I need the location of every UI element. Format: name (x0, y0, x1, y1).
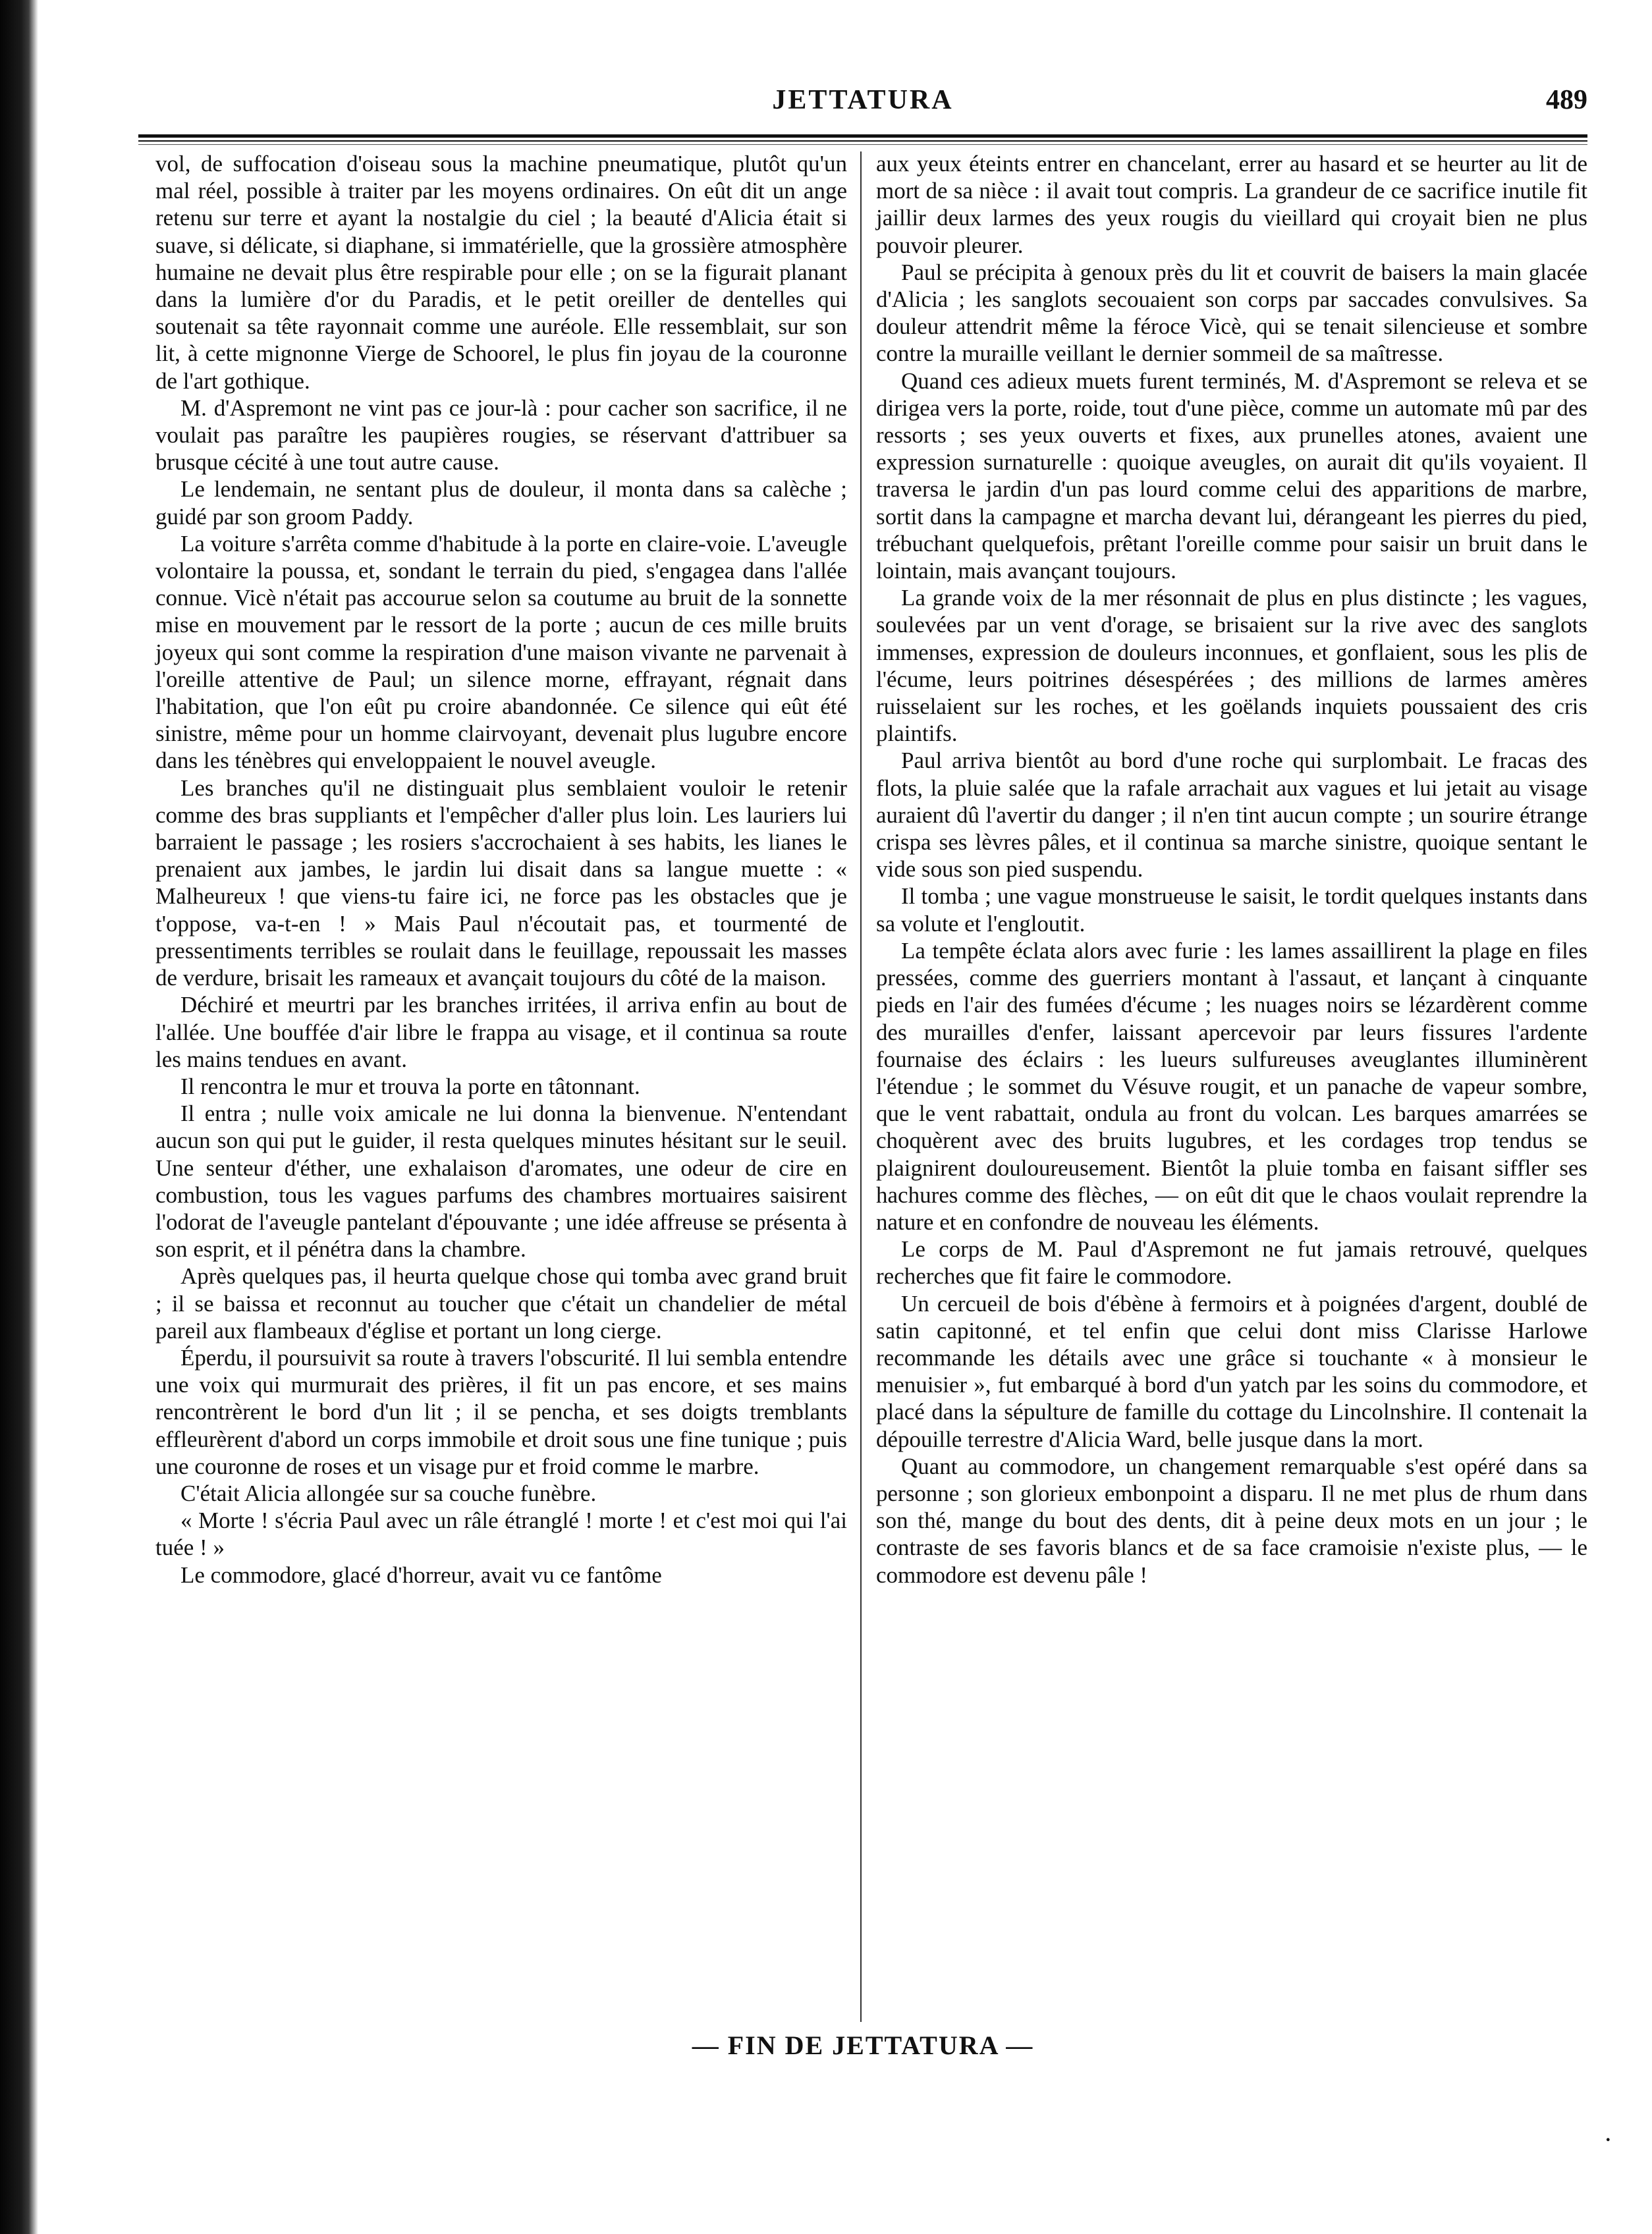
binding-edge (0, 0, 38, 2234)
paragraph: Les branches qu'il ne distinguait plus semblaient vouloir le retenir comme des bras suppliants et l'empêcher d'aller plus loin. Les lauriers lui barraient le passage ; les rosiers s'accrochaient à ses habits, les lianes le prenaient aux jambes, le jardin lui disait dans sa langue muette : « Malheureux ! que viens-tu faire ici, ne force pas les obstacles que je t'oppose, va-t-en ! » Mais Paul n'écoutait pas, et tourmenté de pressentiments terribles se roulait dans le feuillage, repoussait les masses de verdure, brisait les rameaux et avançait toujours du côté de la maison. (155, 775, 847, 991)
running-head (138, 84, 1587, 130)
paragraph: La grande voix de la mer résonnait de plus en plus distincte ; les vagues, soulevées par un vent d'orage, se brisaient sur la rive avec des sanglots immenses, expression de douleurs inconnues, et gonflaient, sous les plis de l'écume, leurs poitrines désespérées ; des millions de larmes amères ruisselaient sur les roches, et les goëlands inquiets poussaient des cris plaintifs. (876, 585, 1587, 747)
paragraph: Le commodore, glacé d'horreur, avait vu ce fantôme (180, 1562, 662, 1588)
paragraph: Déchiré et meurtri par les branches irritées, il arriva enfin au bout de l'allée. Une bouffée d'air libre le frappa au visage, et il continua sa route les mains tendues en avant. (155, 992, 847, 1072)
paragraph: Un cercueil de bois d'ébène à fermoirs et à poignées d'argent, doublé de satin capitonné, et tel enfin que celui dont miss Clarisse Harlowe recommande les détails avec une grâce si touchante « à monsieur le menuisier », fut embarqué à bord d'un yatch par les soins du commodore, et placé dans la sépulture de famille du cottage du Lincolnshire. Il contenait la dépouille terrestre d'Alicia Ward, belle jusque dans la mort. (876, 1290, 1587, 1452)
running-title: JETTATURA (772, 85, 954, 115)
paragraph: La voiture s'arrêta comme d'habitude à la porte en claire-voie. L'aveugle volontaire la poussa, et, sondant le terrain du pied, s'engagea dans l'allée connue. Vicè n'était pas accourue selon sa coutume au bruit de la sonnette mise en mouvement par le ressort de la porte ; aucun de ces mille bruits joyeux qui sont comme la respiration d'une maison vivante ne parvenait à l'oreille attentive de Paul; un silence morne, effrayant, régnait dans l'habitation, que l'on eût pu croire abandonnée. Ce silence qui eût été sinistre, même pour un homme clairvoyant, devenait plus lugubre encore dans les ténèbres qui enveloppaient le nouvel aveugle. (155, 530, 847, 774)
end-mark: — FIN DE JETTATURA — (692, 2030, 1034, 2060)
paragraph: Après quelques pas, il heurta quelque chose qui tomba avec grand bruit ; il se baissa et reconnut au toucher que c'était un chandelier de métal pareil aux flambeaux d'église et portant un long cierge. (155, 1263, 847, 1344)
header-rule-thick (138, 134, 1587, 138)
page-number: 489 (1546, 85, 1587, 115)
paragraph: Éperdu, il poursuivit sa route à travers l'obscurité. Il lui sembla entendre une voix qui murmurait des prières, il fit un pas encore, et ses mains rencontrèrent le bord d'un lit ; il se pencha, et ses doigts tremblants effleurèrent d'abord un corps immobile et droit sous une fine tunique ; puis une couronne de roses et un visage pur et froid comme le marbre. (155, 1344, 847, 1479)
paragraph: Quant au commodore, un changement remarquable s'est opéré dans sa personne ; son glorieux embonpoint a disparu. Il ne met plus de rhum dans son thé, mange du bout des dents, dit à peine deux mots en un jour ; le contraste de ses favoris blancs et de sa face cramoisie n'existe plus, — le commodore est devenu pâle ! (876, 1453, 1587, 1588)
paragraph: Le lendemain, ne sentant plus de douleur, il monta dans sa calèche ; guidé par son groom Paddy. (155, 476, 847, 530)
left-column (155, 150, 847, 1589)
header-rule-thin (138, 140, 1587, 142)
paragraph: Il entra ; nulle voix amicale ne lui donna la bienvenue. N'entendant aucun son qui put le guider, il resta quelques minutes hésitant sur le seuil. Une senteur d'éther, une exhalaison d'aromates, une odeur de cire en combustion, tous les vagues parfums des chambres mortuaires saisirent l'odorat de l'aveugle pantelant d'épouvante ; une idée affreuse se présenta à son esprit, et il pénétra dans la chambre. (155, 1101, 847, 1263)
paragraph: aux yeux éteints entrer en chancelant, errer au hasard et se heurter au lit de mort de sa nièce : il avait tout compris. La grandeur de ce sacrifice inutile fit jaillir deux larmes des yeux rougis du vieillard qui croyait bien ne plus pouvoir pleurer. (876, 151, 1587, 258)
paragraph: « Morte ! s'écria Paul avec un râle étranglé ! morte ! et c'est moi qui l'ai tuée ! » (155, 1508, 847, 1561)
paragraph: Paul se précipita à genoux près du lit et couvrit de baisers la main glacée d'Alicia ; les sanglots secouaient son corps par saccades convulsives. Sa douleur attendrit même la féroce Vicè, qui se tenait silencieuse et sombre contre la muraille veillant le dernier sommeil de sa maîtresse. (876, 259, 1587, 367)
paragraph: vol, de suffocation d'oiseau sous la machine pneumatique, plutôt qu'un mal réel, possible à traiter par les moyens ordinaires. On eût dit un ange retenu sur terre et ayant la nostalgie du ciel ; la beauté d'Alicia était si suave, si délicate, si diaphane, si immatérielle, que la grossière atmosphère humaine ne devait plus être respirable pour elle ; on se la figurait planant dans la lumière d'or du Paradis, et le petit oreiller de dentelles qui soutenait sa tête rayonnait comme une auréole. Elle ressemblait, sur son lit, à cette mignonne Vierge de Schoorel, le plus fin joyau de la couronne de l'art gothique. (155, 151, 847, 394)
ink-speck-icon: · (1603, 2125, 1612, 2154)
column-divider (860, 151, 862, 2022)
right-column (876, 150, 1587, 1589)
paragraph: Quand ces adieux muets furent terminés, M. d'Aspremont se releva et se dirigea vers la porte, roide, tout d'une pièce, comme un automate mû par des ressorts ; ses yeux ouverts et fixes, aux prunelles atones, avaient une expression surnaturelle : quoique aveugles, on aurait dit qu'ils voyaient. Il traversa le jardin d'un pas lourd comme celui des apparitions de marbre, sortit dans la campagne et marcha devant lui, dérangeant les pierres du pied, trébuchant quelquefois, prêtant l'oreille comme pour saisir un bruit dans le lointain, mais avançant toujours. (876, 368, 1587, 584)
paragraph: Il rencontra le mur et trouva la porte en tâtonnant. (180, 1073, 640, 1099)
paragraph: La tempête éclata alors avec furie : les lames assaillirent la plage en files pressées, comme des guerriers montant à l'assaut, et lançant à cinquante pieds en l'air des fumées d'écume ; les nuages noirs se lézardèrent comme des murailles d'enfer, laissant apercevoir par leurs fissures l'ardente fournaise des éclairs : les lueurs sulfureuses aveuglantes illuminèrent l'étendue ; le sommet du Vésuve rougit, et un panache de vapeur sombre, que le vent rabattait, ondula au front du volcan. Les barques amarrées se choquèrent avec des bruits lugubres, et les cordages trop tendus se plaignirent douloureusement. Bientôt la pluie tomba en faisant siffler ses hachures comme des flèches, — on eût dit que le chaos voulait reprendre la nature et en confondre de nouveau les éléments. (876, 937, 1587, 1235)
paragraph: C'était Alicia allongée sur sa couche funèbre. (180, 1480, 597, 1506)
paragraph: Paul arriva bientôt au bord d'une roche qui surplombait. Le fracas des flots, la pluie salée que la rafale arrachait aux vagues et lui jetait au visage auraient dû l'avertir du danger ; il n'en tint aucun compte ; un sourire étrange crispa ses lèvres pâles, et il continua sa marche sinistre, quoique sentant le vide sous son pied suspendu. (876, 748, 1587, 883)
paragraph: M. d'Aspremont ne vint pas ce jour-là : pour cacher son sacrifice, il ne voulait pas paraître les paupières rougies, se réservant d'attribuer sa brusque cécité à une tout autre cause. (155, 395, 847, 476)
paragraph: Il tomba ; une vague monstrueuse le saisit, le tordit quelques instants dans sa volute et l'engloutit. (876, 883, 1587, 937)
header-rule-hairline (138, 144, 1587, 145)
paragraph: Le corps de M. Paul d'Aspremont ne fut jamais retrouvé, quelques recherches que fit faire le commodore. (876, 1236, 1587, 1290)
